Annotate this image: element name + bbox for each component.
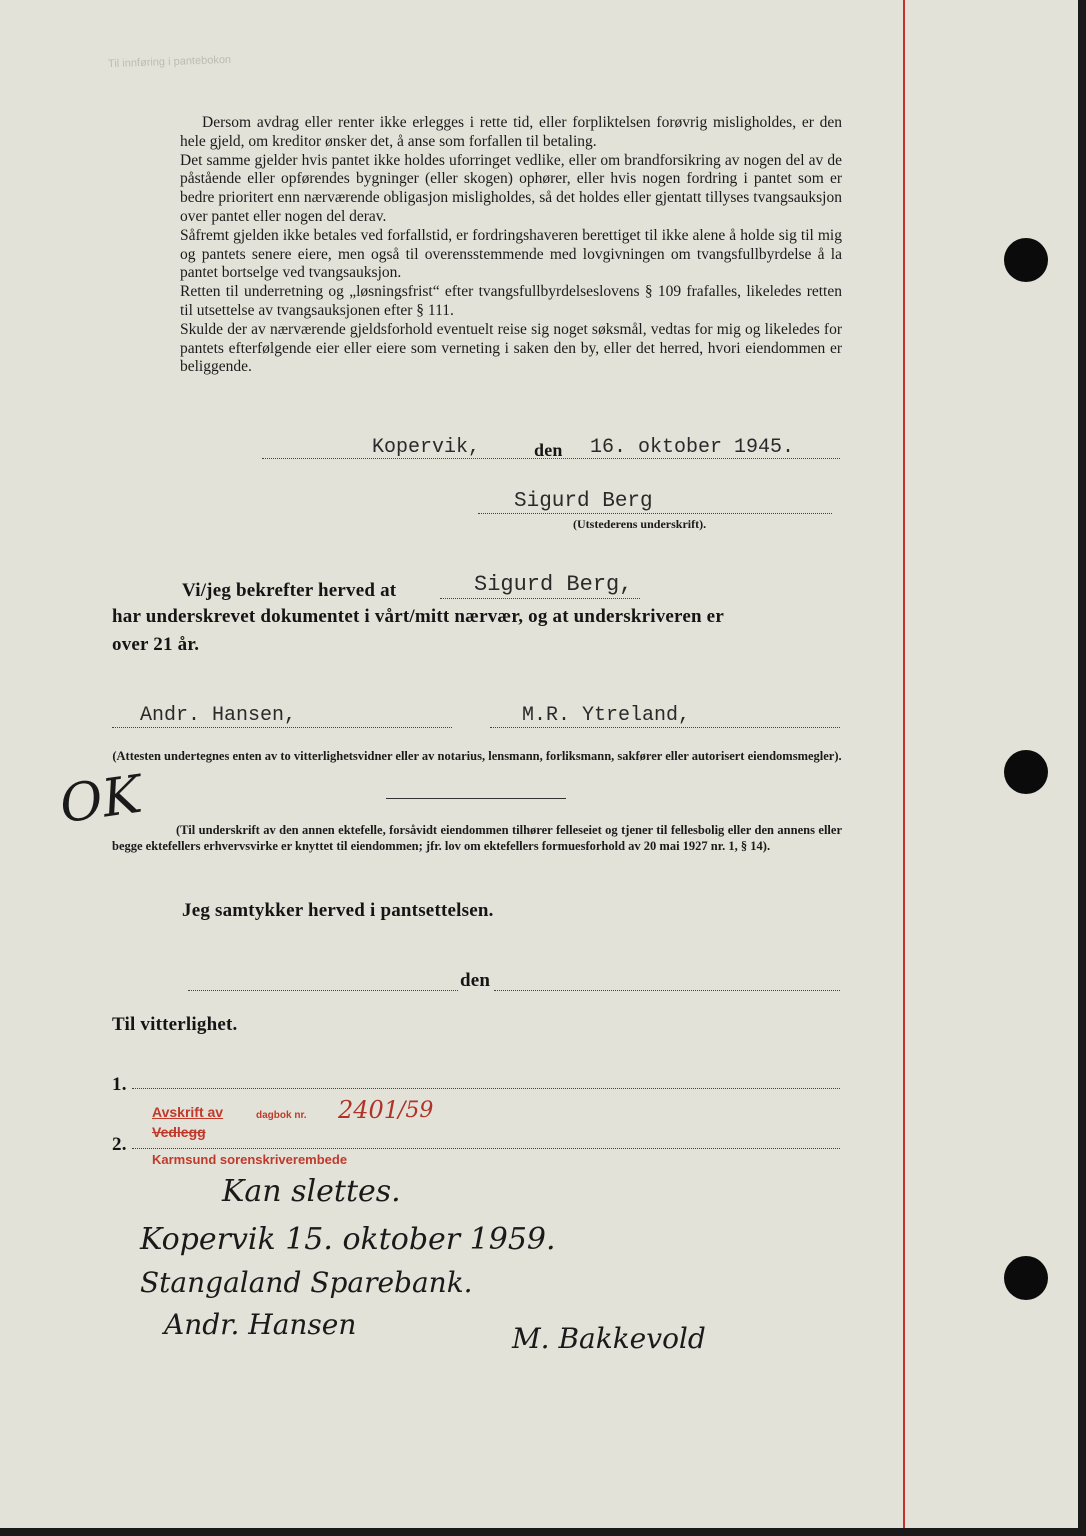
witness-line [132, 1148, 840, 1149]
spouse-signature-line [386, 798, 566, 799]
paragraph: Såfremt gjelden ikke betales ved forfallstid, er fordringshaveren berettiget til ikke alene å holde sig til mig og pantets senere eiere, men også til overensstemmende med lovgivningen om tvangsfullbyrdelse å la pantet bortselge ved tvangsauksjon. [180, 226, 842, 282]
attest-note: (Attesten undertegnes enten av to vitterlighetsvidner eller av notarius, lensmann, forliksmann, sakfører eller autorisert eiendomsmegler). [112, 749, 842, 763]
handwritten-note-line4: Andr. Hansen [164, 1308, 357, 1341]
confirmation-line3: over 21 år. [112, 634, 200, 655]
spouse-note: (Til underskrift av den annen ektefelle, forsåvidt eiendommen tilhører felleseiet og tjener til fellesbolig eller den annens eller begge ektefellers erhvervsvirke er knyttet til eiendommen; jfr. lov om ektefellers formuesforhold av 20 mai 1927 nr. 1, § 14). [112, 823, 842, 853]
witness-2: M.R. Ytreland, [522, 704, 691, 727]
consent-line [494, 990, 840, 991]
paragraph: Skulde der av nærværende gjeldsforhold eventuelt reise sig noget søksmål, vedtas for mig og likeledes for pantets efterfølgende eier eller eiere som verneting i saken den by, eller det herred, hvori eiendommen er beliggende. [180, 320, 842, 376]
stamp-number: 2401 [338, 1096, 400, 1124]
margin-line [903, 0, 905, 1528]
issuer-name: Sigurd Berg [514, 490, 653, 513]
witness-number: 1. [112, 1074, 127, 1095]
confirmation-line2: har underskrevet dokumentet i vårt/mitt nærvær, og at underskriveren er [112, 606, 724, 627]
witness-section-title: Til vitterlighet. [112, 1014, 238, 1035]
confirmation-line [440, 598, 640, 599]
paragraph: Retten til underretning og „løsningsfrist“ efter tvangsfullbyrdelseslovens § 109 frafalles, likeledes retten til utsettelse av tvangsauksjonen efter § 111. [180, 283, 842, 319]
witness-1: Andr. Hansen, [140, 704, 297, 727]
header-faint-text: Til innføring i pantebokon [107, 53, 232, 71]
consent-line [188, 990, 458, 991]
consent-text: Jeg samtykker herved i pantsettelsen. [182, 900, 494, 921]
binder-hole [1004, 1256, 1048, 1300]
confirmation-name: Sigurd Berg, [474, 572, 633, 597]
consent-den: den [460, 970, 491, 991]
stamp-year: /59 [398, 1098, 434, 1123]
den-label: den [534, 440, 563, 460]
stamp-dagbok: dagbok nr. [256, 1110, 307, 1121]
confirmation-prefix: Vi/jeg bekrefter herved at [182, 580, 397, 601]
date: 16. oktober 1945. [590, 436, 795, 459]
signature-line [478, 513, 832, 514]
terms-text [180, 114, 842, 377]
issuer-caption: (Utstederens underskrift). [573, 517, 707, 531]
binder-hole [1004, 750, 1048, 794]
witness-line [112, 727, 452, 728]
handwritten-note-line5: M. Bakkevold [512, 1322, 706, 1355]
handwritten-note-line3: Stangaland Sparebank. [140, 1266, 473, 1299]
witness-line [132, 1088, 840, 1089]
handwritten-initials: OK [56, 764, 146, 836]
paragraph: Dersom avdrag eller renter ikke erlegges i rette tid, eller forpliktelsen forøvrig misligholdes, er den hele gjeld, om kreditor ønsker det, å anse som forfallen til betaling. [180, 114, 842, 150]
witness-number: 2. [112, 1134, 127, 1155]
stamp-line3: Karmsund sorenskriverembede [152, 1152, 348, 1167]
binder-hole [1004, 238, 1048, 282]
stamp-line2: Vedlegg [152, 1124, 206, 1140]
place: Kopervik, [372, 436, 481, 459]
handwritten-note-line2: Kopervik 15. oktober 1959. [140, 1222, 556, 1257]
handwritten-note-line1: Kan slettes. [222, 1174, 401, 1209]
paragraph: Det samme gjelder hvis pantet ikke holdes uforringet vedlike, eller om brandforsikring av nogen del av de påstående eller opførendes bygninger (eller skogen) ophører, eller hvis nogen fordring i pantet som er bedre prioritert enn nærværende obligasjon misligholdes, så det holdes eller gjentatt tillyses tvangsauksjon over pantet eller nogen del derav. [180, 151, 842, 225]
stamp-line1: Avskrift av [152, 1104, 224, 1120]
witness-line [490, 727, 840, 728]
